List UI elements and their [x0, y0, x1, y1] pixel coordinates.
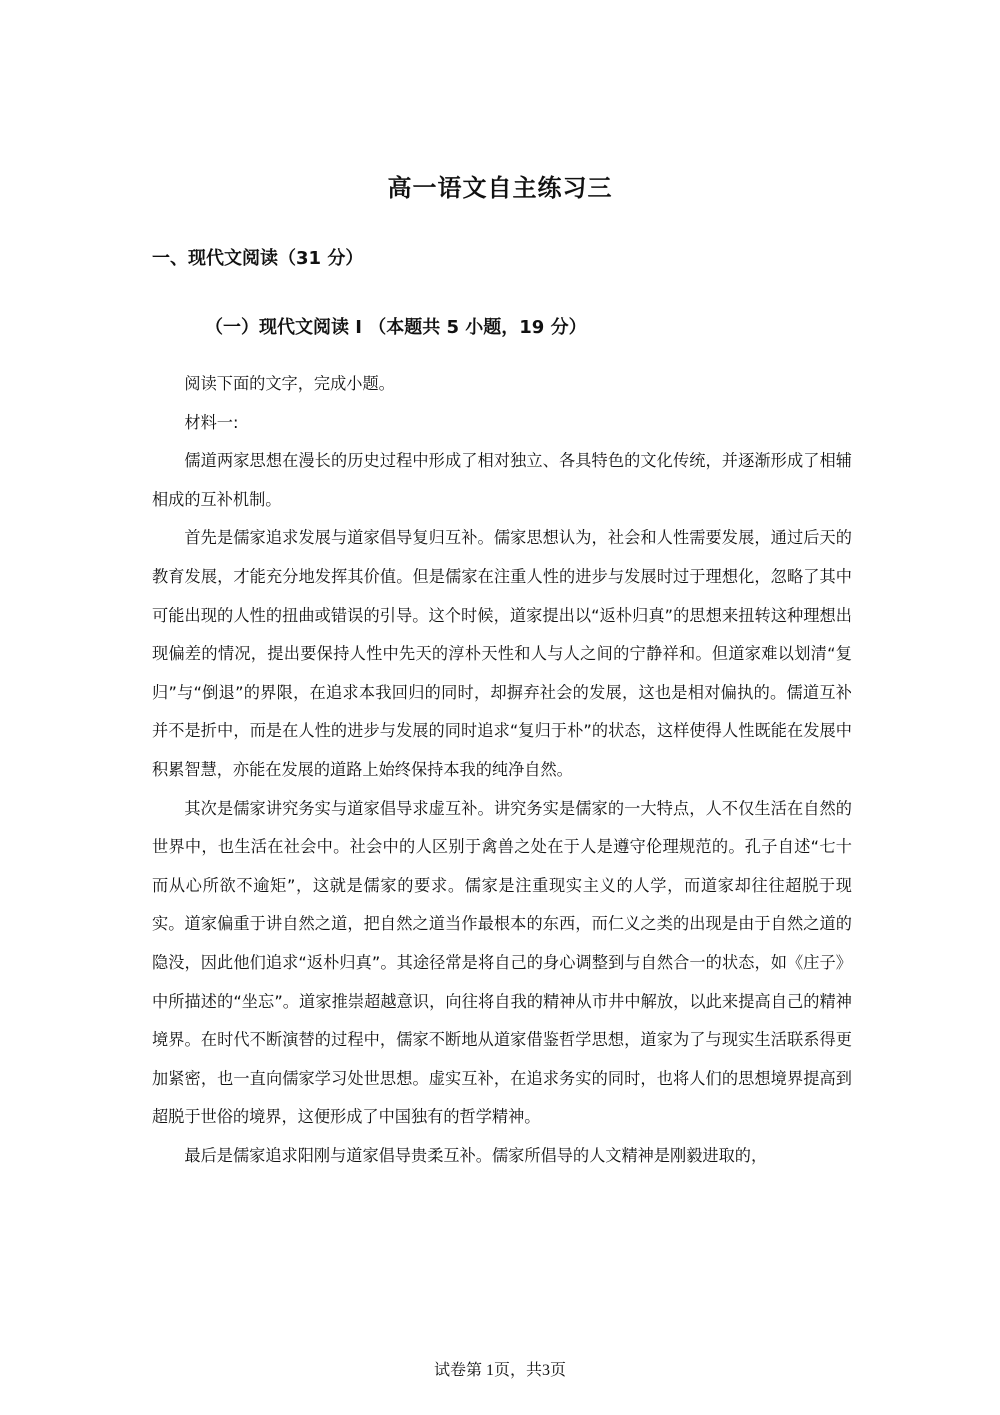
page-title: 高一语文自主练习三: [387, 174, 613, 202]
subsection-heading: （一）现代文阅读 I （本题共 5 小题，19 分）: [205, 317, 587, 338]
section-heading: 一、现代文阅读（31 分）: [152, 248, 364, 269]
passage-paragraph: 首先是儒家追求发展与道家倡导复归互补。儒家思想认为，社会和人性需要发展，通过后天的教育发展，才能充分地发挥其价值。但是儒家在注重人性的进步与发展时过于理想化，忽略了其中可能出现的人性的扭曲或错误的引导。这个时候，道家提出以“返朴归真”的思想来扭转这种理想出现偏差的情况，提出要保持人性中先天的淳朴天性和人与人之间的宁静祥和。但道家难以划清“复归”与“倒退”的界限，在追求本我回归的同时，却摒弃社会的发展，这也是相对偏执的。儒道互补并不是折中，而是在人性的进步与发展的同时追求“复归于朴”的状态，这样使得人性既能在发展中积累智慧，亦能在发展的道路上始终保持本我的纯净自然。: [152, 528, 852, 779]
material-label: 材料一:: [184, 412, 239, 432]
passage-paragraph: 儒道两家思想在漫长的历史过程中形成了相对独立、各具特色的文化传统，并逐渐形成了相辅相成的互补机制。: [152, 451, 852, 509]
page-footer: 试卷第 1页，共3页: [433, 1362, 566, 1379]
passage-paragraph: 其次是儒家讲究务实与道家倡导求虚互补。讲究务实是儒家的一大特点，人不仅生活在自然的世界中，也生活在社会中。社会中的人区别于禽兽之处在于人是遵守伦理规范的。孔子自述“七十而从心所欲不逾矩”，这就是儒家的要求。儒家是注重现实主义的人学，而道家却往往超脱于现实。道家偏重于讲自然之道，把自然之道当作最根本的东西，而仁义之类的出现是由于自然之道的隐没，因此他们追求“返朴归真”。其途径常是将自己的身心调整到与自然合一的状态，如《庄子》中所描述的“坐忘”。道家推崇超越意识，向往将自我的精神从市井中解放，以此来提高自己的精神境界。在时代不断演替的过程中，儒家不断地从道家借鉴哲学思想，道家为了与现实生活联系得更加紧密，也一直向儒家学习处世思想。虚实互补，在追求务实的同时，也将人们的思想境界提高到超脱于世俗的境界，这便形成了中国独有的哲学精神。: [152, 798, 852, 1127]
reading-passage: [152, 365, 852, 1175]
instruction-text: 阅读下面的文字，完成小题。: [184, 374, 395, 393]
passage-paragraph: 最后是儒家追求阳刚与道家倡导贵柔互补。儒家所倡导的人文精神是刚毅进取的，: [184, 1145, 768, 1165]
